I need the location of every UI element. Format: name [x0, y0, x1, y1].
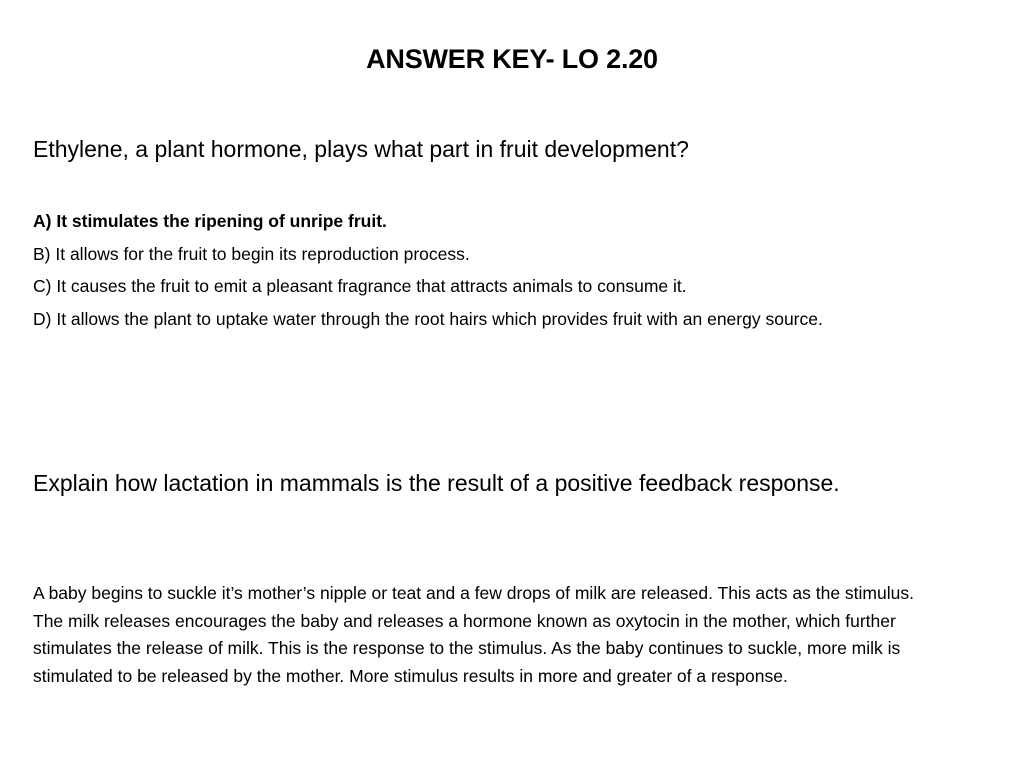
option-b: B) It allows for the fruit to begin its reproduction process. — [33, 243, 470, 264]
question-1-options — [33, 208, 933, 338]
question-2-answer: A baby begins to suckle it’s mother’s nipple or teat and a few drops of milk are released. This acts as the stimulus. The milk releases encourages the baby and releases a hormone known as oxytocin in the mother, which further stimulates the release of milk. This is the response to the stimulus. As the baby continues to suckle, more milk is stimulated to be released by the mother. More stimulus results in more and greater of a response. — [33, 583, 914, 686]
slide-title: ANSWER KEY- LO 2.20 — [366, 44, 658, 74]
question-1-prompt: Ethylene, a plant hormone, plays what part in fruit development? — [33, 136, 689, 162]
question-2-prompt: Explain how lactation in mammals is the result of a positive feedback response. — [33, 470, 840, 496]
option-a-correct: A) It stimulates the ripening of unripe fruit. — [33, 211, 387, 231]
option-c: C) It causes the fruit to emit a pleasant fragrance that attracts animals to consume it. — [33, 276, 687, 296]
option-d: D) It allows the plant to uptake water through the root hairs which provides fruit with an energy source. — [33, 308, 823, 329]
